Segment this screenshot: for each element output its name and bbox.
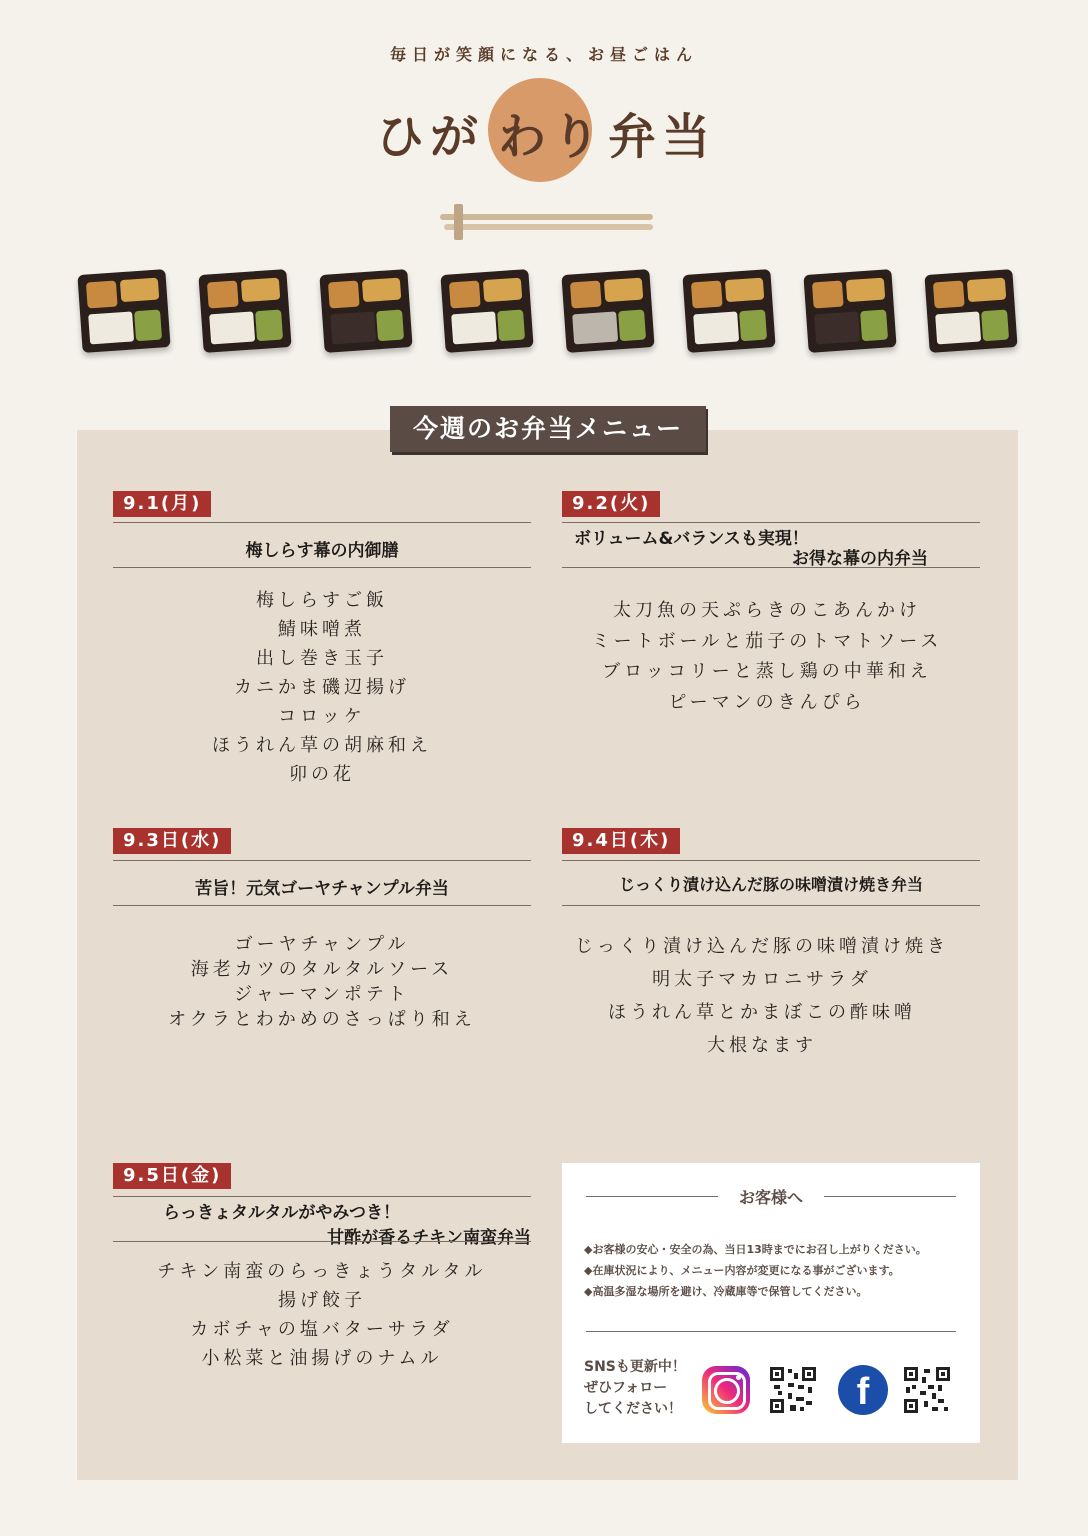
- menu-item: じっくり漬け込んだ豚の味噌漬け焼き: [575, 936, 949, 957]
- section-title: 今週のお弁当メニュー: [390, 406, 706, 452]
- notice-item: ◆高温多湿な場所を避け、冷蔵庫等で保管してください。: [584, 1285, 868, 1298]
- logo-text-part2: わり: [498, 109, 607, 165]
- sns-line: してください！: [584, 1401, 682, 1417]
- menu-item: ピーマンのきんぴら: [668, 691, 866, 713]
- menu-item: 海老カツのタルタルソース: [190, 959, 454, 980]
- day-badge: 9.4日(木): [562, 828, 680, 854]
- sns-message: [584, 1357, 686, 1420]
- bento-photo: [440, 269, 533, 353]
- menu-items: [113, 1257, 531, 1373]
- divider: [113, 1241, 531, 1242]
- sns-line: SNSも更新中！: [584, 1359, 686, 1375]
- logo-text-part1: ひが: [376, 109, 485, 165]
- bento-photo: [561, 269, 654, 353]
- set-title: じっくり漬け込んだ豚の味噌漬け焼き弁当: [618, 875, 923, 894]
- set-title-line1: ボリューム&バランスも実現！: [574, 529, 809, 549]
- divider: [113, 1196, 531, 1197]
- tagline: 毎日が笑顔になる、お昼ごはん: [389, 45, 698, 64]
- menu-items: [562, 930, 962, 1062]
- menu-item: ゴーヤチャンプル: [234, 934, 410, 955]
- menu-item: オクラとわかめのさっぱり和え: [168, 1009, 476, 1030]
- menu-item: 大根なます: [707, 1035, 817, 1056]
- notice-list: [584, 1239, 927, 1302]
- divider: [113, 567, 531, 568]
- facebook-icon[interactable]: f: [838, 1365, 888, 1415]
- menu-item: 出し巻き玉子: [256, 648, 388, 669]
- menu-item: 梅しらすご飯: [256, 590, 388, 611]
- menu-items: [562, 596, 972, 718]
- logo-text-part3: 弁当: [608, 109, 717, 165]
- customer-notice: [562, 1163, 980, 1443]
- notice-item: ◆在庫状況により、メニュー内容が変更になる事がございます。: [584, 1264, 900, 1277]
- sns-line: ぜひフォロー: [584, 1380, 668, 1396]
- day-badge: 9.3日(水): [113, 828, 231, 854]
- set-title-line2: お得な幕の内弁当: [792, 549, 928, 569]
- menu-item: ほうれん草の胡麻和え: [212, 735, 432, 756]
- divider: [562, 860, 980, 861]
- menu-item: ほうれん草とかまぼこの酢味噌: [608, 1002, 916, 1023]
- divider: [113, 522, 531, 523]
- divider: [586, 1331, 956, 1332]
- chopsticks-icon: [440, 204, 655, 240]
- bento-photo: [198, 269, 291, 353]
- menu-item: ミートボールと茄子のトマトソース: [591, 630, 943, 652]
- bento-photo: [77, 269, 170, 353]
- menu-item: ジャーマンポテト: [234, 984, 410, 1005]
- menu-item: 小松菜と油揚げのナムル: [201, 1348, 443, 1369]
- brand-logo: [370, 78, 730, 188]
- menu-item: 卯の花: [289, 764, 355, 785]
- menu-items: [113, 586, 531, 789]
- notice-heading: お客様へ: [738, 1188, 803, 1207]
- divider: [562, 905, 980, 906]
- bento-photo-strip: [80, 272, 1020, 362]
- bento-photo: [319, 269, 412, 353]
- divider: [113, 905, 531, 906]
- instagram-qr-code[interactable]: [770, 1367, 816, 1413]
- menu-item: 揚げ餃子: [278, 1290, 366, 1311]
- notice-item: ◆お客様の安心・安全の為、当日13時までにお召し上がりください。: [584, 1243, 927, 1256]
- divider: [113, 860, 531, 861]
- divider: [562, 567, 980, 568]
- bento-photo: [803, 269, 896, 353]
- bento-photo: [682, 269, 775, 353]
- set-title: 苦旨！元気ゴーヤチャンプル弁当: [195, 879, 449, 899]
- menu-item: コロッケ: [278, 706, 366, 727]
- menu-item: 明太子マカロニサラダ: [652, 969, 872, 990]
- menu-items: [113, 932, 531, 1032]
- bento-photo: [924, 269, 1017, 353]
- menu-item: ブロッコリーと蒸し鶏の中華和え: [602, 661, 932, 682]
- day-badge: 9.2(火): [562, 491, 660, 517]
- facebook-qr-code[interactable]: [904, 1367, 950, 1413]
- day-badge: 9.1(月): [113, 491, 211, 517]
- instagram-icon[interactable]: [702, 1366, 750, 1414]
- menu-item: 太刀魚の天ぷらきのこあんかけ: [613, 600, 921, 621]
- day-badge: 9.5日(金): [113, 1163, 231, 1189]
- set-title-line1: らっきょタルタルがやみつき！: [163, 1203, 400, 1223]
- set-title: 梅しらす幕の内御膳: [245, 541, 399, 561]
- divider: [562, 522, 980, 523]
- set-title-line2: 甘酢が香るチキン南蛮弁当: [327, 1228, 531, 1248]
- menu-item: カボチャの塩バターサラダ: [190, 1319, 454, 1340]
- menu-item: 鯖味噌煮: [278, 619, 366, 640]
- menu-item: カニかま磯辺揚げ: [234, 677, 410, 698]
- menu-item: チキン南蛮のらっきょうタルタル: [157, 1261, 487, 1282]
